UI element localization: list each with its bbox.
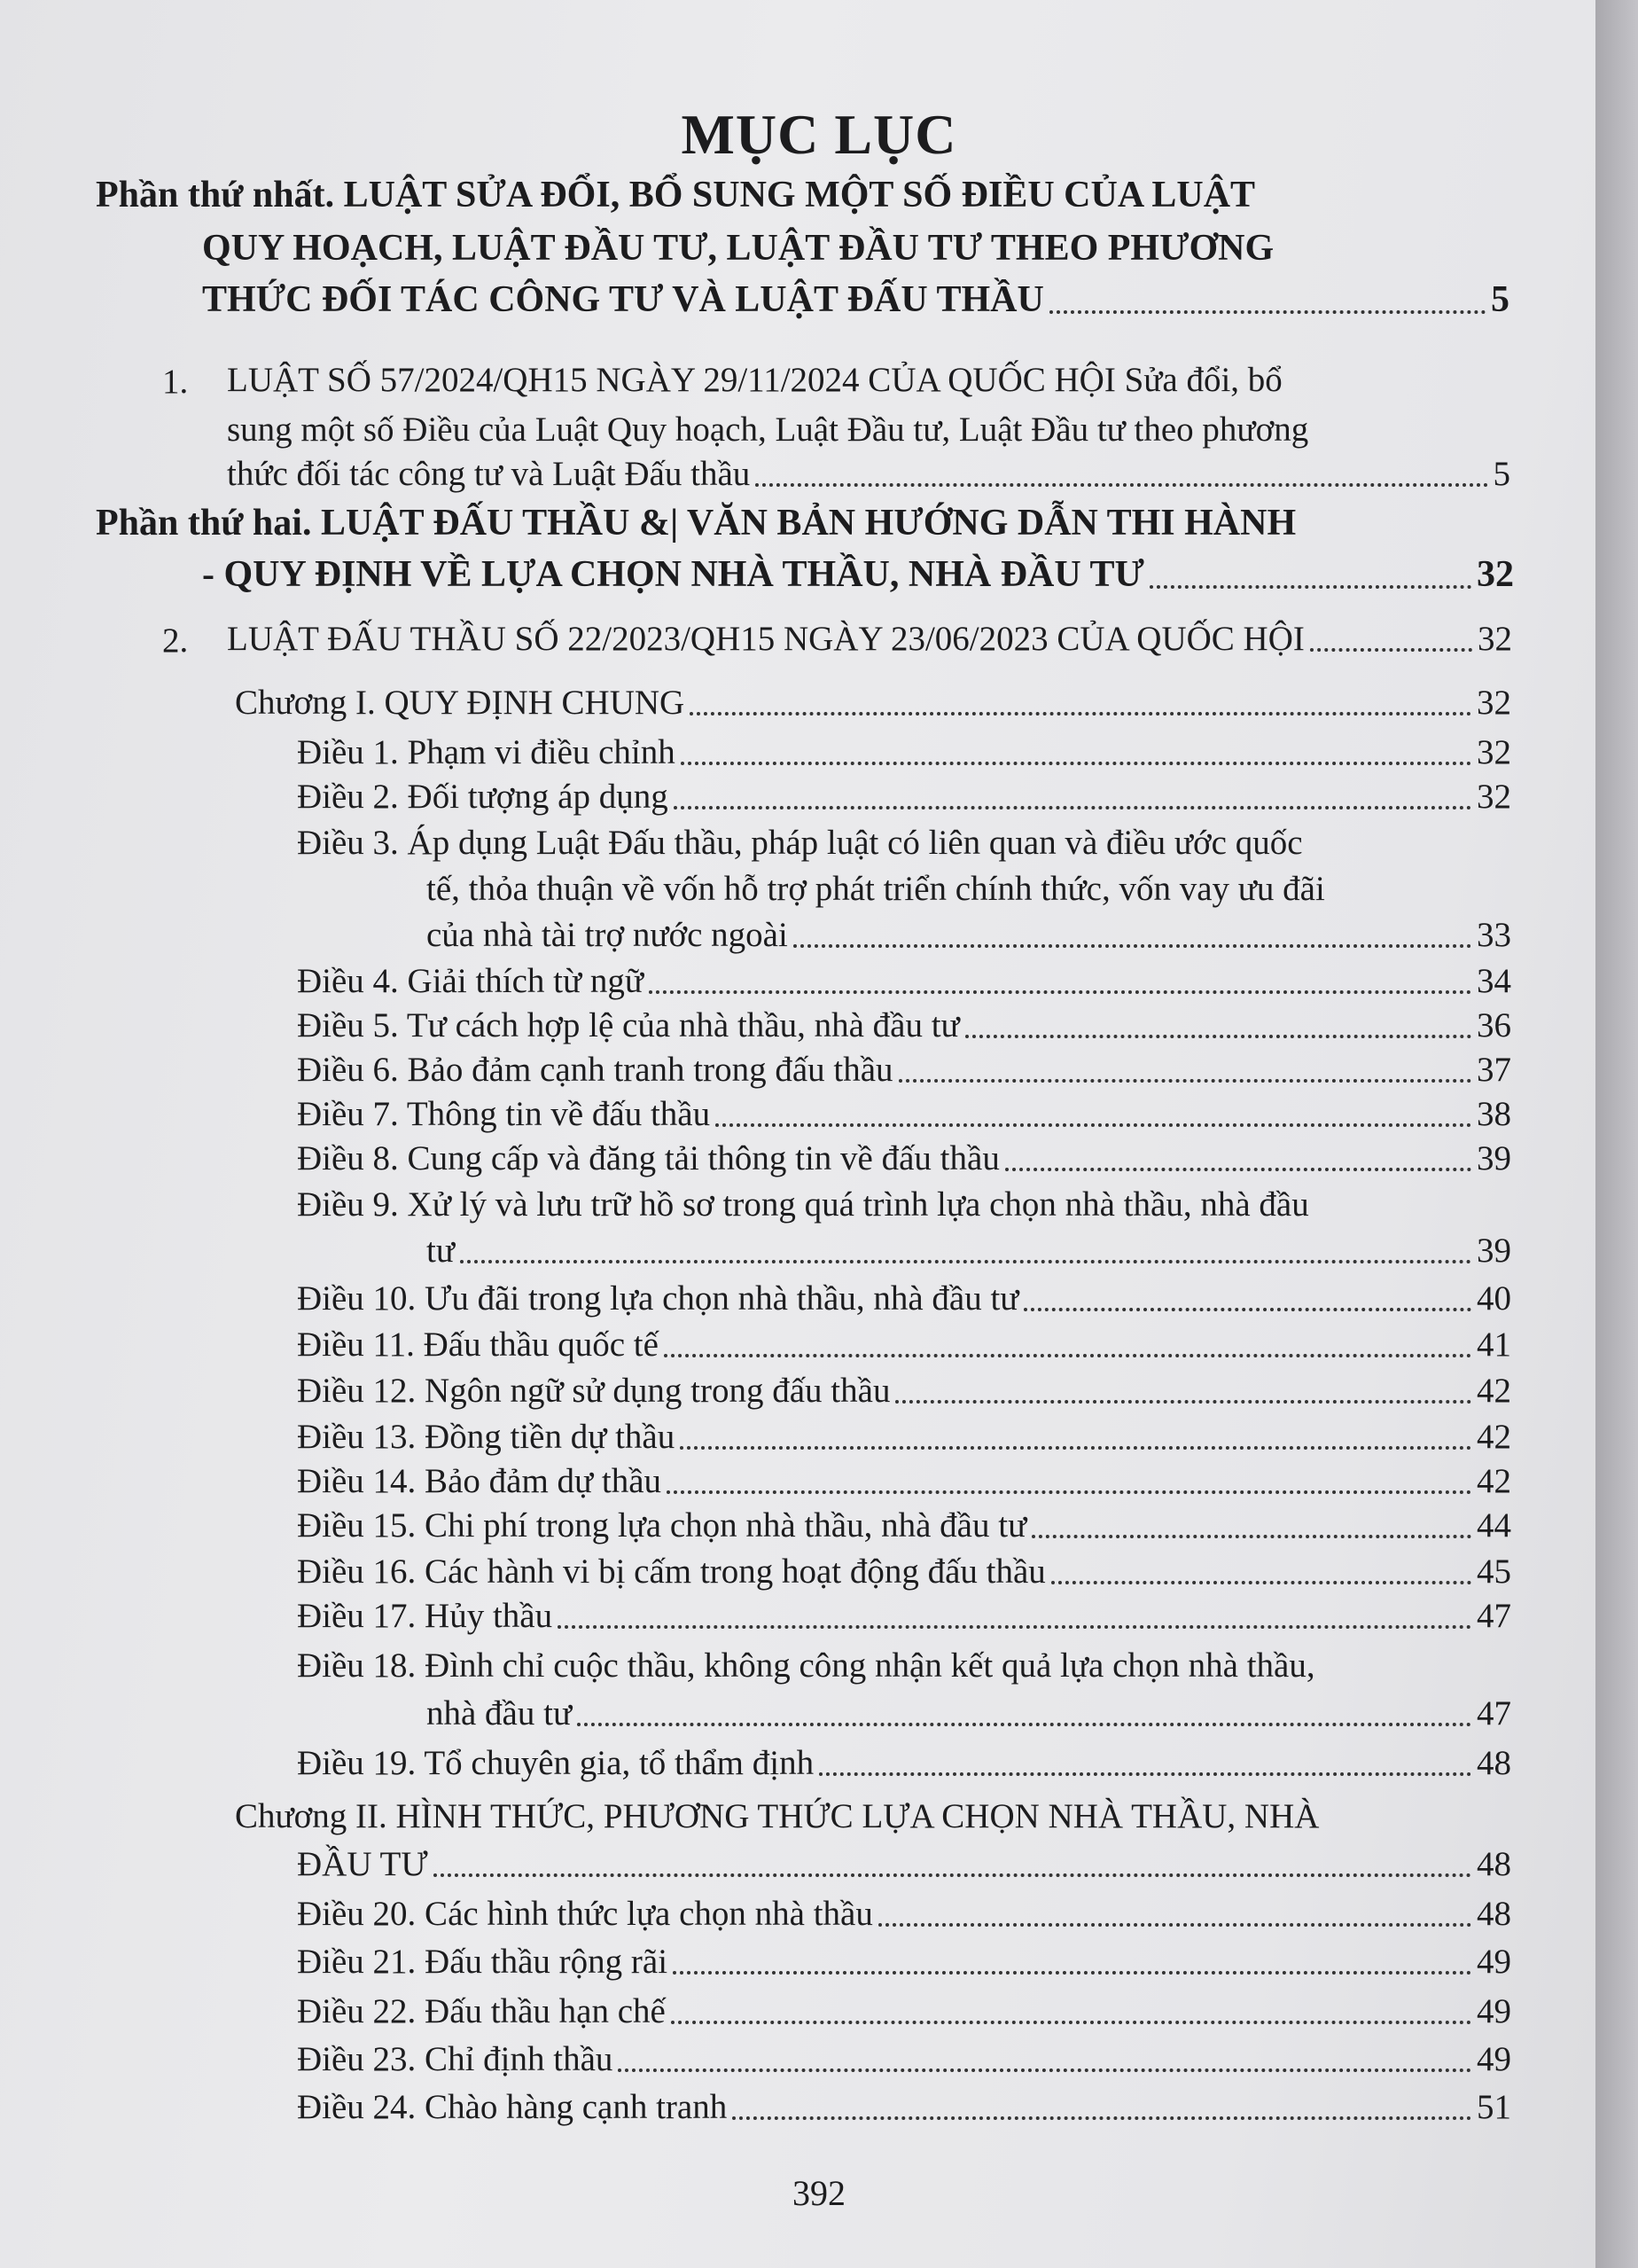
- toc-entry-article[interactable]: [297, 1005, 1511, 1045]
- leader-dots: [755, 482, 1487, 487]
- leader-dots: [1005, 1167, 1471, 1171]
- page-ref: 47: [1477, 1597, 1511, 1635]
- toc-entry-article[interactable]: [297, 1505, 1511, 1545]
- toc-entry-article[interactable]: [297, 2039, 1511, 2079]
- article-label: Điều 5. Tư cách hợp lệ của nhà thầu, nhà đầu tư: [297, 1006, 960, 1044]
- leader-dots: [674, 805, 1471, 809]
- article9-line2: tư: [426, 1232, 455, 1270]
- page-ref: 49: [1477, 1992, 1511, 2030]
- toc-entry-item1[interactable]: [227, 454, 1510, 494]
- leader-dots: [690, 711, 1471, 716]
- leader-dots: [819, 1771, 1471, 1776]
- leader-dots: [681, 761, 1471, 765]
- item2-number: 2.: [162, 622, 189, 660]
- leader-dots: [1049, 309, 1486, 314]
- article-label: Điều 10. Ưu đãi trong lựa chọn nhà thầu, nhà đầu tư: [297, 1279, 1019, 1318]
- page-ref: 48: [1477, 1895, 1511, 1933]
- page-ref: 48: [1477, 1744, 1511, 1782]
- article-label: Điều 22. Đấu thầu hạn chế: [297, 1992, 666, 2030]
- article18-line1: Điều 18. Đình chỉ cuộc thầu, không công nhận kết quả lựa chọn nhà thầu,: [297, 1646, 1315, 1685]
- page-ref: 37: [1477, 1051, 1511, 1089]
- leader-dots: [965, 1034, 1471, 1038]
- page-ref: 45: [1477, 1552, 1511, 1591]
- part2-heading-line2-label: - QUY ĐỊNH VỀ LỰA CHỌN NHÀ THẦU, NHÀ ĐẦU TƯ: [202, 554, 1144, 595]
- article-label: Điều 24. Chào hàng cạnh tranh: [297, 2088, 728, 2126]
- leader-dots: [558, 1624, 1471, 1629]
- part1-heading-line3-label: THỨC ĐỐI TÁC CÔNG TƯ VÀ LUẬT ĐẤU THẦU: [202, 279, 1044, 320]
- toc-entry-article[interactable]: [297, 961, 1511, 1001]
- toc-entry-chapter1[interactable]: [235, 683, 1511, 723]
- toc-entry-article[interactable]: [297, 732, 1511, 772]
- article-label: Điều 19. Tổ chuyên gia, tổ thẩm định: [297, 1744, 815, 1782]
- article-label: Điều 15. Chi phí trong lựa chọn nhà thầu, nhà đầu tư: [297, 1506, 1027, 1545]
- leader-dots: [1150, 584, 1471, 589]
- page-ref: 32: [1477, 684, 1511, 722]
- toc-entry-chapter2[interactable]: [297, 1844, 1511, 1884]
- article-label: Điều 4. Giải thích từ ngữ: [297, 962, 644, 1000]
- leader-dots: [671, 2020, 1471, 2024]
- page-ref: 39: [1477, 1139, 1511, 1177]
- item1-number: 1.: [162, 363, 189, 401]
- article-label: Điều 2. Đối tượng áp dụng: [297, 778, 668, 816]
- toc-entry-article19[interactable]: [297, 1743, 1511, 1783]
- toc-entry-article[interactable]: [297, 1279, 1511, 1318]
- toc-title: MỤC LỤC: [681, 103, 957, 166]
- page-ref: 40: [1477, 1279, 1511, 1318]
- part2-heading-line2[interactable]: [202, 553, 1514, 596]
- part1-heading-line1: Phần thứ nhất. LUẬT SỬA ĐỔI, BỔ SUNG MỘT SỐ ĐIỀU CỦA LUẬT: [96, 175, 1256, 215]
- article-label: Điều 23. Chỉ định thầu: [297, 2040, 613, 2078]
- item1-line3: thức đối tác công tư và Luật Đấu thầu: [227, 455, 751, 493]
- page-edge: [1595, 0, 1638, 2268]
- leader-dots: [433, 1873, 1471, 1877]
- toc-entry-article[interactable]: [297, 1991, 1511, 2031]
- item1-line2: sung một số Điều của Luật Quy hoạch, Luật Đầu tư, Luật Đầu tư theo phương: [227, 411, 1309, 449]
- part1-heading-line3[interactable]: [202, 278, 1509, 321]
- leader-dots: [618, 2068, 1471, 2072]
- leader-dots: [649, 989, 1471, 994]
- article-label: Điều 6. Bảo đảm cạnh tranh trong đấu thầu: [297, 1051, 893, 1089]
- page-ref: 5: [1491, 279, 1509, 320]
- toc-entry-article[interactable]: [297, 1371, 1511, 1411]
- toc-entry-article[interactable]: [297, 2087, 1511, 2127]
- leader-dots: [1032, 1534, 1471, 1538]
- page-ref: 39: [1477, 1232, 1511, 1270]
- article-label: Điều 13. Đồng tiền dự thầu: [297, 1418, 675, 1456]
- toc-entry-article3[interactable]: [426, 915, 1511, 955]
- leader-dots: [715, 1122, 1471, 1127]
- article-label: Điều 20. Các hình thức lựa chọn nhà thầu: [297, 1895, 873, 1933]
- leader-dots: [664, 1353, 1471, 1357]
- article3-line2: tế, thỏa thuận về vốn hỗ trợ phát triển chính thức, vốn vay ưu đãi: [426, 870, 1325, 908]
- toc-entry-article[interactable]: [297, 1552, 1511, 1592]
- article-label: Điều 7. Thông tin về đấu thầu: [297, 1095, 711, 1133]
- toc-entry-article[interactable]: [297, 1596, 1511, 1636]
- page-ref: 44: [1477, 1506, 1511, 1545]
- leader-dots: [577, 1722, 1471, 1726]
- page-ref: 49: [1477, 1943, 1511, 1981]
- article18-line2: nhà đầu tư: [426, 1694, 573, 1732]
- article-label: Điều 1. Phạm vi điều chỉnh: [297, 733, 675, 771]
- leader-dots: [878, 1922, 1471, 1927]
- toc-entry-article[interactable]: [297, 1094, 1511, 1134]
- page-ref: 32: [1477, 778, 1511, 816]
- leader-dots: [1310, 647, 1472, 652]
- page-ref: 49: [1477, 2040, 1511, 2078]
- leader-dots: [673, 1970, 1471, 1975]
- page-ref: 42: [1477, 1418, 1511, 1456]
- leader-dots: [1024, 1307, 1471, 1311]
- toc-entry-article[interactable]: [297, 1461, 1511, 1501]
- page-ref: 38: [1477, 1095, 1511, 1133]
- leader-dots: [680, 1445, 1471, 1450]
- leader-dots: [1051, 1580, 1471, 1584]
- page-ref: 48: [1477, 1845, 1511, 1883]
- leader-dots: [793, 943, 1471, 948]
- toc-entry-article[interactable]: [297, 1325, 1511, 1365]
- page-ref: 41: [1477, 1326, 1511, 1364]
- part2-heading-line1: Phần thứ hai. LUẬT ĐẤU THẦU &| VĂN BẢN HƯỚNG DẪN THI HÀNH: [96, 503, 1297, 544]
- chapter2-line1: Chương II. HÌNH THỨC, PHƯƠNG THỨC LỰA CHỌN NHÀ THẦU, NHÀ: [235, 1797, 1320, 1835]
- page-ref: 32: [1478, 620, 1512, 658]
- page-ref: 5: [1493, 455, 1510, 493]
- article-label: Điều 16. Các hành vi bị cấm trong hoạt động đấu thầu: [297, 1552, 1046, 1591]
- chapter2-line2: ĐẦU TƯ: [297, 1845, 428, 1883]
- toc-entry-article[interactable]: [297, 1894, 1511, 1934]
- article-label: Điều 11. Đấu thầu quốc tế: [297, 1326, 659, 1364]
- item2-label: LUẬT ĐẤU THẦU SỐ 22/2023/QH15 NGÀY 23/06/2023 CỦA QUỐC HỘI: [227, 620, 1305, 658]
- leader-dots: [895, 1399, 1471, 1404]
- part1-heading-line2: QUY HOẠCH, LUẬT ĐẦU TƯ, LUẬT ĐẦU TƯ THEO PHƯƠNG: [202, 228, 1275, 269]
- article-label: Điều 12. Ngôn ngữ sử dụng trong đấu thầu: [297, 1372, 891, 1410]
- leader-dots: [460, 1259, 1471, 1263]
- article-label: Điều 21. Đấu thầu rộng rãi: [297, 1943, 668, 1981]
- toc-entry-article[interactable]: [297, 777, 1511, 817]
- article3-line1: Điều 3. Áp dụng Luật Đấu thầu, pháp luật có liên quan và điều ước quốc: [297, 824, 1303, 862]
- leader-dots: [667, 1490, 1471, 1494]
- leader-dots: [899, 1078, 1471, 1083]
- toc-entry-article[interactable]: [297, 1942, 1511, 1982]
- chapter1-label: Chương I. QUY ĐỊNH CHUNG: [235, 684, 685, 722]
- item1-line1: LUẬT SỐ 57/2024/QH15 NGÀY 29/11/2024 CỦA QUỐC HỘI Sửa đổi, bổ: [227, 361, 1283, 399]
- toc-entry-article[interactable]: [297, 1138, 1511, 1178]
- page-ref: 32: [1477, 554, 1514, 595]
- page-ref: 47: [1477, 1694, 1511, 1732]
- toc-entry-article9[interactable]: [426, 1231, 1511, 1271]
- page-ref: 33: [1477, 916, 1511, 954]
- toc-entry-article18[interactable]: [426, 1693, 1511, 1733]
- toc-entry-article[interactable]: [297, 1050, 1511, 1090]
- page-ref: 42: [1477, 1372, 1511, 1410]
- page-number: 392: [792, 2173, 846, 2213]
- article3-line3: của nhà tài trợ nước ngoài: [426, 916, 788, 954]
- toc-entry-article[interactable]: [297, 1417, 1511, 1457]
- page-ref: 34: [1477, 962, 1511, 1000]
- leader-dots: [732, 2115, 1471, 2120]
- page-ref: 32: [1477, 733, 1511, 771]
- article-label: Điều 8. Cung cấp và đăng tải thông tin về đấu thầu: [297, 1139, 1000, 1177]
- article-label: Điều 14. Bảo đảm dự thầu: [297, 1462, 662, 1500]
- article-label: Điều 17. Hủy thầu: [297, 1597, 553, 1635]
- page-ref: 51: [1477, 2088, 1511, 2126]
- page-ref: 36: [1477, 1006, 1511, 1044]
- page-ref: 42: [1477, 1462, 1511, 1500]
- toc-entry-item2[interactable]: [227, 619, 1512, 659]
- article9-line1: Điều 9. Xử lý và lưu trữ hồ sơ trong quá trình lựa chọn nhà thầu, nhà đầu: [297, 1185, 1309, 1224]
